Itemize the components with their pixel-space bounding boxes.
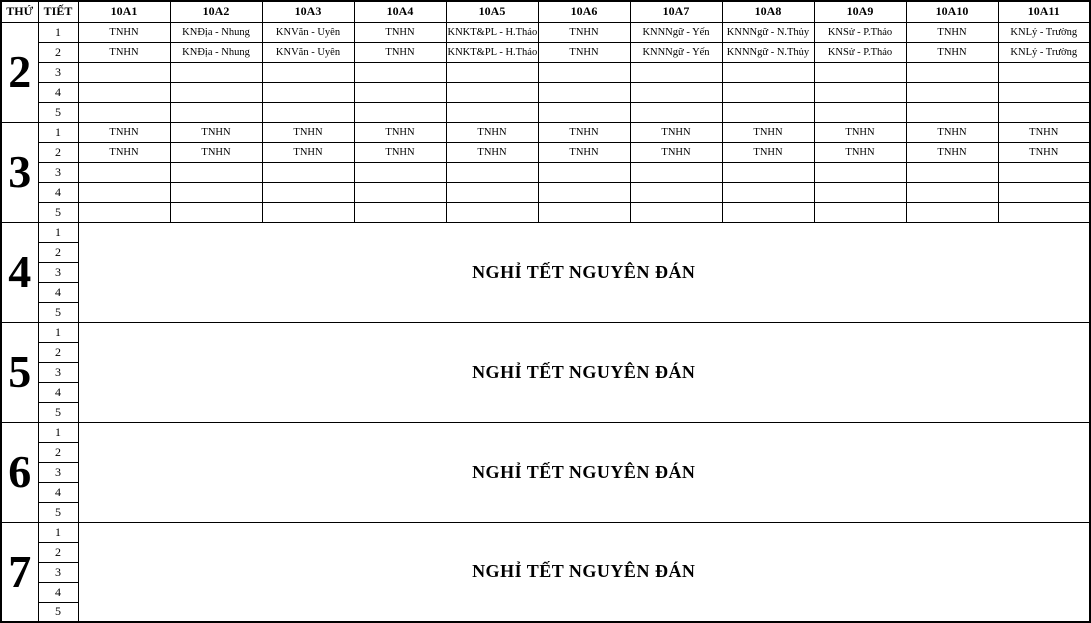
period-cell: 4 — [38, 282, 78, 302]
subject-cell — [722, 82, 814, 102]
subject-cell: KNVăn - Uyên — [262, 42, 354, 62]
subject-cell — [906, 62, 998, 82]
subject-cell — [722, 62, 814, 82]
day-cell: 6 — [1, 422, 38, 522]
period-cell: 2 — [38, 342, 78, 362]
subject-cell: TNHN — [630, 142, 722, 162]
subject-cell: TNHN — [538, 42, 630, 62]
subject-cell — [998, 62, 1090, 82]
subject-cell — [78, 102, 170, 122]
subject-cell — [814, 162, 906, 182]
subject-cell: KNNNgữ - Yến — [630, 22, 722, 42]
period-cell: 1 — [38, 222, 78, 242]
subject-cell: KNLý - Trường — [998, 22, 1090, 42]
subject-cell — [722, 162, 814, 182]
holiday-text: NGHỈ TẾT NGUYÊN ĐÁN — [472, 461, 696, 482]
subject-cell — [538, 62, 630, 82]
subject-cell: KNĐịa - Nhung — [170, 42, 262, 62]
subject-cell: TNHN — [78, 42, 170, 62]
subject-cell — [78, 82, 170, 102]
period-cell: 1 — [38, 22, 78, 42]
subject-cell: TNHN — [262, 142, 354, 162]
subject-cell — [170, 82, 262, 102]
subject-cell: TNHN — [998, 142, 1090, 162]
subject-cell — [630, 62, 722, 82]
subject-cell — [906, 82, 998, 102]
holiday-text: NGHỈ TẾT NGUYÊN ĐÁN — [472, 361, 696, 382]
period-cell: 2 — [38, 242, 78, 262]
class-header-cell: 10A1 — [78, 1, 170, 22]
period-cell: 2 — [38, 142, 78, 162]
holiday-cell — [78, 322, 1090, 422]
period-cell: 4 — [38, 382, 78, 402]
subject-cell — [170, 62, 262, 82]
subject-cell — [262, 82, 354, 102]
subject-cell — [538, 82, 630, 102]
subject-cell — [170, 182, 262, 202]
period-cell: 3 — [38, 362, 78, 382]
period-cell: 2 — [38, 442, 78, 462]
subject-cell: KNKT&PL - H.Thảo — [446, 22, 538, 42]
subject-cell: TNHN — [170, 122, 262, 142]
subject-cell — [446, 62, 538, 82]
subject-cell — [262, 102, 354, 122]
subject-cell — [446, 162, 538, 182]
subject-cell — [906, 182, 998, 202]
subject-cell — [170, 102, 262, 122]
period-row — [1, 82, 1090, 102]
subject-cell — [630, 102, 722, 122]
subject-cell — [538, 162, 630, 182]
holiday-text: NGHỈ TẾT NGUYÊN ĐÁN — [472, 261, 696, 282]
period-cell: 3 — [38, 462, 78, 482]
period-cell: 3 — [38, 262, 78, 282]
subject-cell: TNHN — [538, 22, 630, 42]
subject-cell: KNĐịa - Nhung — [170, 22, 262, 42]
timetable-header — [1, 1, 1090, 22]
class-header-cell: 10A11 — [998, 1, 1090, 22]
subject-cell — [814, 102, 906, 122]
holiday-cell — [78, 422, 1090, 522]
subject-cell — [354, 62, 446, 82]
subject-cell: KNSử - P.Thảo — [814, 22, 906, 42]
period-row — [1, 122, 1090, 142]
subject-cell — [998, 182, 1090, 202]
timetable-body — [1, 22, 1090, 622]
subject-cell — [630, 202, 722, 222]
subject-cell: TNHN — [446, 142, 538, 162]
period-row — [1, 162, 1090, 182]
subject-cell: TNHN — [814, 122, 906, 142]
subject-cell — [538, 102, 630, 122]
subject-cell — [354, 162, 446, 182]
period-cell: 2 — [38, 42, 78, 62]
holiday-cell — [78, 222, 1090, 322]
period-cell: 3 — [38, 562, 78, 582]
period-header-cell: TIẾT — [38, 1, 78, 22]
subject-cell — [998, 162, 1090, 182]
subject-cell: TNHN — [262, 122, 354, 142]
subject-cell — [814, 202, 906, 222]
subject-cell — [814, 82, 906, 102]
subject-cell — [446, 182, 538, 202]
period-cell: 4 — [38, 182, 78, 202]
subject-cell — [354, 182, 446, 202]
class-header-cell: 10A7 — [630, 1, 722, 22]
day-header-cell: THỨ — [1, 1, 38, 22]
subject-cell: TNHN — [906, 42, 998, 62]
subject-cell: KNLý - Trường — [998, 42, 1090, 62]
class-header-cell: 10A5 — [446, 1, 538, 22]
subject-cell: TNHN — [998, 122, 1090, 142]
subject-cell — [814, 62, 906, 82]
period-row — [1, 422, 1090, 442]
subject-cell: TNHN — [906, 22, 998, 42]
subject-cell — [906, 102, 998, 122]
subject-cell — [262, 182, 354, 202]
subject-cell — [722, 202, 814, 222]
period-row — [1, 522, 1090, 542]
class-header-cell: 10A9 — [814, 1, 906, 22]
subject-cell: TNHN — [722, 122, 814, 142]
class-header-cell: 10A4 — [354, 1, 446, 22]
subject-cell: TNHN — [78, 142, 170, 162]
subject-cell — [630, 162, 722, 182]
period-cell: 4 — [38, 482, 78, 502]
subject-cell — [354, 82, 446, 102]
subject-cell: TNHN — [814, 142, 906, 162]
subject-cell: TNHN — [354, 122, 446, 142]
subject-cell: TNHN — [722, 142, 814, 162]
period-cell: 1 — [38, 122, 78, 142]
subject-cell — [538, 182, 630, 202]
period-row — [1, 222, 1090, 242]
subject-cell — [78, 202, 170, 222]
subject-cell — [998, 102, 1090, 122]
class-header-cell: 10A3 — [262, 1, 354, 22]
period-cell: 1 — [38, 422, 78, 442]
subject-cell: KNNNgữ - N.Thủy — [722, 22, 814, 42]
subject-cell — [78, 62, 170, 82]
day-cell: 4 — [1, 222, 38, 322]
period-cell: 5 — [38, 302, 78, 322]
period-row — [1, 142, 1090, 162]
subject-cell: TNHN — [354, 142, 446, 162]
subject-cell — [906, 202, 998, 222]
subject-cell — [78, 162, 170, 182]
period-row — [1, 182, 1090, 202]
subject-cell — [998, 202, 1090, 222]
period-cell: 3 — [38, 162, 78, 182]
period-cell: 1 — [38, 322, 78, 342]
subject-cell: TNHN — [354, 42, 446, 62]
subject-cell — [722, 182, 814, 202]
subject-cell: TNHN — [78, 122, 170, 142]
subject-cell: TNHN — [630, 122, 722, 142]
subject-cell — [262, 62, 354, 82]
period-row — [1, 202, 1090, 222]
subject-cell — [906, 162, 998, 182]
period-cell: 5 — [38, 602, 78, 622]
day-cell: 3 — [1, 122, 38, 222]
subject-cell — [354, 102, 446, 122]
class-header-cell: 10A10 — [906, 1, 998, 22]
period-row — [1, 62, 1090, 82]
subject-cell — [446, 102, 538, 122]
period-row — [1, 322, 1090, 342]
day-cell: 2 — [1, 22, 38, 122]
class-header-cell: 10A8 — [722, 1, 814, 22]
period-cell: 5 — [38, 502, 78, 522]
period-cell: 5 — [38, 402, 78, 422]
subject-cell — [722, 102, 814, 122]
subject-cell — [262, 162, 354, 182]
subject-cell — [998, 82, 1090, 102]
period-row — [1, 102, 1090, 122]
subject-cell: TNHN — [538, 142, 630, 162]
subject-cell: TNHN — [354, 22, 446, 42]
subject-cell — [446, 202, 538, 222]
period-cell: 4 — [38, 582, 78, 602]
holiday-cell — [78, 522, 1090, 622]
subject-cell: KNKT&PL - H.Thảo — [446, 42, 538, 62]
subject-cell — [170, 202, 262, 222]
period-cell: 5 — [38, 202, 78, 222]
subject-cell: TNHN — [170, 142, 262, 162]
period-row — [1, 22, 1090, 42]
subject-cell: TNHN — [906, 122, 998, 142]
period-cell: 3 — [38, 62, 78, 82]
subject-cell — [630, 82, 722, 102]
subject-cell: TNHN — [538, 122, 630, 142]
subject-cell: TNHN — [906, 142, 998, 162]
subject-cell — [170, 162, 262, 182]
subject-cell — [446, 82, 538, 102]
subject-cell: KNSử - P.Thảo — [814, 42, 906, 62]
period-cell: 5 — [38, 102, 78, 122]
subject-cell — [630, 182, 722, 202]
period-row — [1, 42, 1090, 62]
subject-cell: KNVăn - Uyên — [262, 22, 354, 42]
subject-cell — [78, 182, 170, 202]
subject-cell: KNNNgữ - N.Thủy — [722, 42, 814, 62]
subject-cell — [354, 202, 446, 222]
subject-cell: KNNNgữ - Yến — [630, 42, 722, 62]
subject-cell: TNHN — [78, 22, 170, 42]
header-row — [1, 1, 1090, 22]
period-cell: 2 — [38, 542, 78, 562]
class-header-cell: 10A2 — [170, 1, 262, 22]
subject-cell — [262, 202, 354, 222]
subject-cell — [538, 202, 630, 222]
period-cell: 1 — [38, 522, 78, 542]
day-cell: 7 — [1, 522, 38, 622]
class-header-cell: 10A6 — [538, 1, 630, 22]
subject-cell: TNHN — [446, 122, 538, 142]
subject-cell — [814, 182, 906, 202]
day-cell: 5 — [1, 322, 38, 422]
period-cell: 4 — [38, 82, 78, 102]
holiday-text: NGHỈ TẾT NGUYÊN ĐÁN — [472, 561, 696, 582]
